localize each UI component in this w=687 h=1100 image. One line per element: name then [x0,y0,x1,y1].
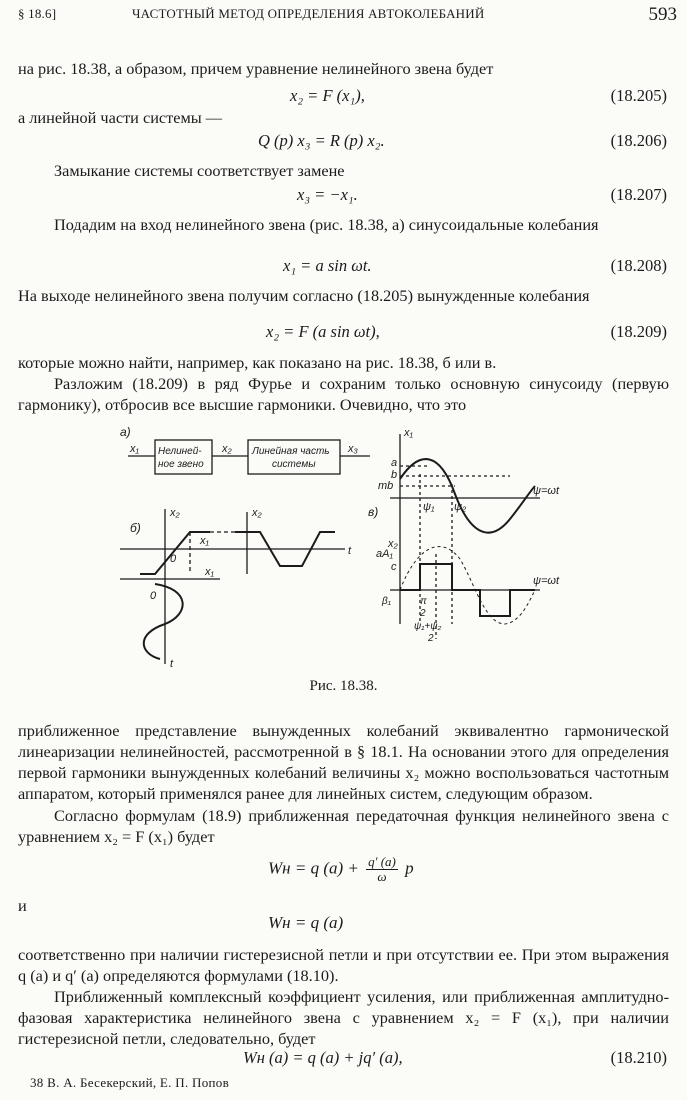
equation-18-209: x₂ = F (a sin ωt), [266,322,380,341]
label-phi-sum: ψ₁+ψ₂ [414,621,442,632]
label-a-amp: a [391,457,398,469]
equation-number: (18.209) [610,322,667,341]
block1-label: ное звено [158,459,204,470]
label-psi: ψ=ωt [533,485,560,497]
paragraph-7: Разложим (18.209) в ряд Фурье и сохраним только основную синусоиду (первую гармонику), отбросив все высшие гармоники. Очевидно, что это [18,374,669,414]
label-a: а) [120,425,131,439]
equation-number: (18.207) [610,185,667,204]
equation-p: p [405,858,414,878]
fraction [366,855,398,884]
equation-18-205: x₂ = F (x₁), [290,86,365,105]
block2-label: Линейная часть [252,446,330,457]
paragraph-9: Согласно формулам (18.9) приближенная передаточная функция нелинейного звена с уравнением x₂ = F (x₁) будет [18,806,669,846]
paragraph-2: а линейной части системы — [18,108,223,127]
label-psi: ψ=ωt [533,575,560,587]
paragraph-3: Замыкание системы соответствует замене [54,161,345,180]
label-t: t [348,545,352,557]
equation-number: (18.210) [610,1048,667,1067]
equation-18-208: x₁ = a sin ωt. [283,256,372,275]
label-x3: x₃ [348,443,358,455]
label-phi1: ψ₁ [423,501,435,513]
fraction-denominator: ω [377,869,387,884]
section-ref: § 18.6] [18,6,57,21]
label-beta: β₁ [382,596,391,607]
label-zero: 0 [150,590,157,602]
figure-caption: Рис. 18.38. [309,678,378,694]
label-aA1: aA₁ [376,548,393,560]
label-pi: π [420,596,427,607]
label-t: t [170,658,174,670]
label-x2: x₂ [252,507,262,519]
equation-transfer-hysteresis [268,855,414,884]
running-title: ЧАСТОТНЫЙ МЕТОД ОПРЕДЕЛЕНИЯ АВТОКОЛЕБАНИЙ [132,6,485,21]
block2-label: системы [272,459,316,470]
label-x1: x₁ [200,535,209,547]
paragraph-10: и [18,896,27,915]
fraction-numerator: q′ (a) [368,854,396,869]
label-pi-den: 2 [420,608,426,619]
equation-number: (18.205) [610,86,667,105]
label-mb: mb [378,480,394,492]
label-x1: x₁ [404,427,413,439]
label-x2: x₂ [222,443,232,455]
label-c: c [391,561,397,573]
label-x2: x₂ [388,538,398,550]
equation-number: (18.206) [610,131,667,150]
paragraph-12: Приближенный комплексный коэффициент усиления, или приближенная амплитудно-фазовая характеристика нелинейного звена с уравнением x₂ = F (x₁), при наличии гистерезисной петли, следовательно, будет [18,987,669,1048]
label-phi-sum-den: 2 [428,633,434,644]
label-b-amp: b [391,469,398,481]
label-v: в) [368,505,379,519]
equation-18-207: x₃ = −x₁. [297,185,358,204]
equation-18-206: Q (p) x₃ = R (p) x₂. [258,131,385,150]
figure-18-38 [110,424,580,674]
label-x1: x₁ [130,443,139,455]
label-b: б) [130,521,141,535]
page-number: 593 [648,4,677,25]
equation-transfer: Wн = q (a) [268,913,344,932]
paragraph-1: на рис. 18.38, а образом, причем уравнение нелинейного звена будет [18,59,494,78]
paragraph-5: На выходе нелинейного звена получим согласно (18.205) вынужденные колебания [18,286,590,305]
input-sine [400,459,535,533]
paragraph-11: соответственно при наличии гистерезисной петли и при отсутствии ее. При этом выражения q (a) и q′ (a) определяются формулами (18.10). [18,945,669,985]
footer-signature: 38 В. А. Бесекерский, Е. П. Попов [30,1075,230,1090]
label-zero: 0 [170,553,177,565]
equation-number: (18.208) [610,256,667,275]
label-x1: x₁ [205,566,214,578]
label-phi2: ψ₂ [454,501,467,513]
equation-lhs: Wн = q (a) + [268,858,359,878]
block1-label: Нелиней- [158,446,202,457]
paragraph-6: которые можно найти, например, как показано на рис. 18.38, б или в. [18,353,497,372]
paragraph-4: Подадим на вход нелинейного звена (рис. 18.38, а) синусоидальные колебания [54,215,599,234]
label-x2: x₂ [170,507,180,519]
paragraph-8: приближенное представление вынужденных колебаний эквивалентно гармонической линеаризации нелинейностей, рассмотренной в § 18.1. На основании этого для определения первой гармоники вынужденных колебаний величины x₂ можно воспользоваться частотным аппаратом, который применялся ранее для линейных систем, следующим образом. [18,721,669,803]
equation-18-210: Wн (a) = q (a) + jq′ (a), [243,1048,403,1067]
